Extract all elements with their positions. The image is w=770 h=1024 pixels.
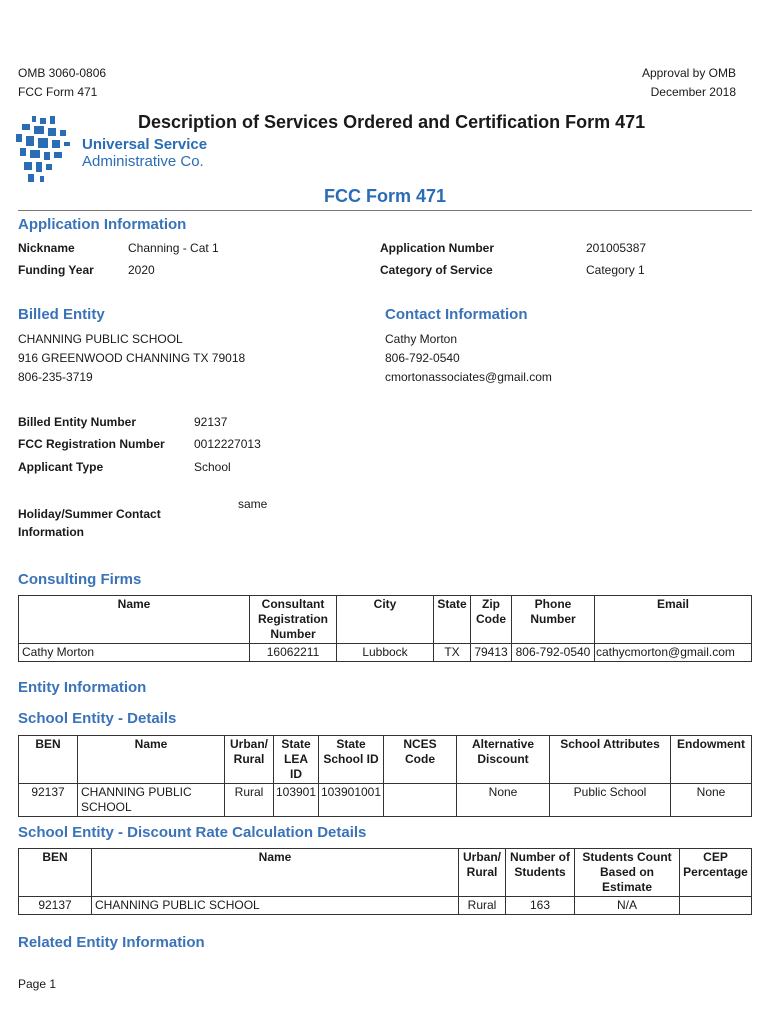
- cell-estimate: N/A: [575, 897, 680, 915]
- cell-phone: 806-792-0540: [512, 644, 595, 662]
- billed-entity-heading: Billed Entity: [18, 306, 105, 323]
- discount-table: [18, 848, 752, 915]
- cell-name: Cathy Morton: [19, 644, 250, 662]
- col-state: State: [434, 596, 471, 644]
- holiday-contact-label: [18, 505, 161, 541]
- category-value: Category 1: [586, 263, 645, 277]
- holiday-label-line-2: Information: [18, 525, 84, 539]
- cell-consultant-reg: 16062211: [250, 644, 337, 662]
- application-heading: Application Information: [18, 216, 187, 233]
- col-cep: CEP Percentage: [680, 849, 752, 897]
- contact-heading: Contact Information: [385, 306, 528, 323]
- discount-heading: School Entity - Discount Rate Calculation Details: [18, 824, 367, 841]
- header-right: [642, 64, 736, 102]
- school-details-heading: School Entity - Details: [18, 710, 177, 727]
- cell-urban-rural: Rural: [459, 897, 506, 915]
- billed-entity-phone: 806-235-3719: [18, 370, 93, 384]
- billed-entity-address: 916 GREENWOOD CHANNING TX 79018: [18, 351, 246, 365]
- table-header-row: [19, 736, 752, 784]
- holiday-label-line-1: Holiday/Summer Contact: [18, 507, 161, 521]
- cell-city: Lubbock: [337, 644, 434, 662]
- school-details-table: [18, 735, 752, 817]
- header-left: [18, 64, 106, 102]
- billed-entity-name: CHANNING PUBLIC SCHOOL: [18, 332, 183, 346]
- col-name: Name: [19, 596, 250, 644]
- ben-value: 92137: [194, 415, 228, 429]
- related-entity-heading: Related Entity Information: [18, 934, 205, 951]
- contact-block: [385, 330, 552, 387]
- col-email: Email: [595, 596, 752, 644]
- fcc-registration-label: FCC Registration Number: [18, 437, 165, 451]
- cell-name: CHANNING PUBLIC SCHOOL: [78, 784, 225, 817]
- logo-line-1: Universal Service: [82, 136, 208, 153]
- usac-logo-icon: [16, 116, 78, 184]
- cell-attributes: Public School: [550, 784, 671, 817]
- cell-lea-id: 103901: [274, 784, 319, 817]
- contact-name: Cathy Morton: [385, 332, 458, 346]
- col-urban-rural: Urban/ Rural: [459, 849, 506, 897]
- col-ben: BEN: [19, 736, 78, 784]
- usac-logo-text: [82, 136, 207, 170]
- application-number-label: Application Number: [380, 241, 495, 255]
- cell-name: CHANNING PUBLIC SCHOOL: [92, 897, 459, 915]
- consulting-heading: Consulting Firms: [18, 571, 142, 588]
- table-header-row: [19, 849, 752, 897]
- approval-date: December 2018: [650, 85, 736, 99]
- cell-students: 163: [506, 897, 575, 915]
- nickname-label: Nickname: [18, 241, 75, 255]
- document-title: Description of Services Ordered and Certification Form 471: [138, 112, 646, 132]
- nickname-value: Channing - Cat 1: [128, 241, 219, 255]
- col-endowment: Endowment: [671, 736, 752, 784]
- col-estimate: Students Count Based on Estimate: [575, 849, 680, 897]
- table-row: [19, 897, 752, 915]
- ben-label: Billed Entity Number: [18, 415, 137, 429]
- table-row: [19, 784, 752, 817]
- cell-urban-rural: Rural: [225, 784, 274, 817]
- cell-ben: 92137: [19, 784, 78, 817]
- col-alt-discount: Alternative Discount: [457, 736, 550, 784]
- col-city: City: [337, 596, 434, 644]
- holiday-contact-value: same: [238, 497, 268, 511]
- col-ben: BEN: [19, 849, 92, 897]
- col-name: Name: [92, 849, 459, 897]
- cell-alt-discount: None: [457, 784, 550, 817]
- omb-number: OMB 3060-0806: [18, 66, 107, 80]
- funding-year-label: Funding Year: [18, 263, 94, 277]
- billed-entity-address-block: [18, 330, 245, 387]
- cell-email: cathycmorton@gmail.com: [595, 644, 752, 662]
- col-lea-id: State LEA ID: [274, 736, 319, 784]
- col-zip: Zip Code: [471, 596, 512, 644]
- col-consultant-reg: Consultant Registration Number: [250, 596, 337, 644]
- consulting-table: [18, 595, 752, 662]
- table-header-row: [19, 596, 752, 644]
- omb-approval: Approval by OMB: [641, 66, 736, 80]
- col-students: Number of Students: [506, 849, 575, 897]
- application-number-value: 201005387: [586, 241, 647, 255]
- col-urban-rural: Urban/ Rural: [225, 736, 274, 784]
- col-nces: NCES Code: [384, 736, 457, 784]
- logo-line-2: Administrative Co.: [82, 153, 204, 170]
- cell-ben: 92137: [19, 897, 92, 915]
- cell-endowment: None: [671, 784, 752, 817]
- cell-school-id: 103901001: [319, 784, 384, 817]
- col-school-id: State School ID: [319, 736, 384, 784]
- page-number: Page 1: [18, 977, 57, 991]
- entity-heading: Entity Information: [18, 679, 147, 696]
- fcc-registration-value: 0012227013: [194, 437, 261, 451]
- funding-year-value: 2020: [128, 263, 155, 277]
- table-row: [19, 644, 752, 662]
- col-attributes: School Attributes: [550, 736, 671, 784]
- applicant-type-value: School: [194, 460, 231, 474]
- form-number: FCC Form 471: [18, 85, 98, 99]
- cell-zip: 79413: [471, 644, 512, 662]
- cell-nces: [384, 784, 457, 817]
- divider: [18, 210, 752, 211]
- col-phone: Phone Number: [512, 596, 595, 644]
- form-title: FCC Form 471: [323, 186, 447, 206]
- cell-state: TX: [434, 644, 471, 662]
- cell-cep: [680, 897, 752, 915]
- contact-email: cmortonassociates@gmail.com: [385, 370, 552, 384]
- category-label: Category of Service: [380, 263, 493, 277]
- col-name: Name: [78, 736, 225, 784]
- applicant-type-label: Applicant Type: [18, 460, 104, 474]
- contact-phone: 806-792-0540: [385, 351, 460, 365]
